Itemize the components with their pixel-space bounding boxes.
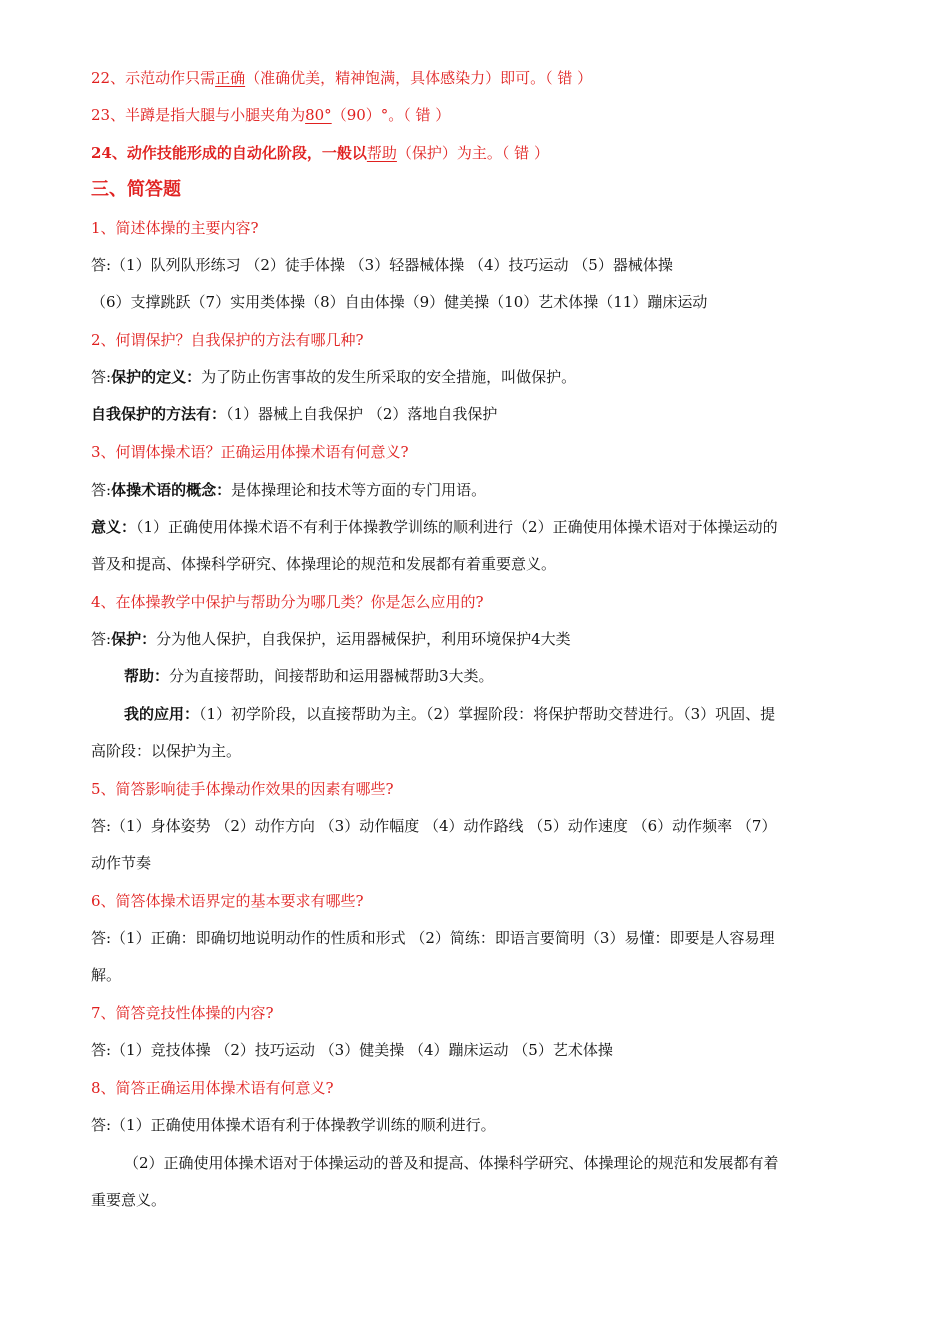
- answer-6-line-2: 解。: [91, 966, 122, 984]
- answer-3-term: 体操术语的概念：: [111, 481, 232, 499]
- answer-4-help-label: 帮助：: [124, 667, 170, 685]
- question-1: 1、简述体操的主要内容?: [91, 219, 259, 237]
- answer-5-line-1: 答:（1）身体姿势 （2）动作方向 （3）动作幅度 （4）动作路线 （5）动作速度 （6）动作频率 （7）: [91, 817, 777, 835]
- answer-3-prefix: 答:: [91, 481, 112, 499]
- question-8: 8、简答正确运用体操术语有何意义?: [91, 1079, 334, 1097]
- answer-4-line-2: [124, 666, 889, 686]
- answer-3-definition: 是体操理论和技术等方面的专门用语。: [231, 481, 487, 499]
- answer-1-line-1: 答:（1）队列队形练习 （2）徒手体操 （3）轻器械体操 （4）技巧运动 （5）器械体操: [91, 256, 673, 274]
- answer-4-protection: 分为他人保护，自我保护，运用器械保护，利用环境保护4大类: [156, 630, 571, 648]
- answer-4-protection-label: 保护：: [111, 630, 157, 648]
- tf-22-underlined: 正确: [215, 69, 246, 87]
- answer-2-definition: 为了防止伤害事故的发生所采取的安全措施，叫做保护。: [201, 368, 577, 386]
- tf-22-suffix: （准确优美，精神饱满，具体感染力）即可。（ 错 ）: [245, 69, 593, 87]
- answer-1-line-2: （6）支撑跳跃（7）实用类体操（8）自由体操（9）健美操（10）艺术体操（11）蹦床运动: [91, 293, 708, 311]
- answer-4-help: 分为直接帮助，间接帮助和运用器械帮助3大类。: [169, 667, 494, 685]
- tf-24-underlined: 帮助: [366, 144, 397, 162]
- answer-3-meaning-label: 意义：: [91, 518, 137, 536]
- answer-4-line-1: [91, 629, 856, 649]
- answer-2-methods: （1）器械上自我保护 （2）落地自我保护: [226, 405, 498, 423]
- answer-4-prefix: 答:: [91, 630, 112, 648]
- answer-3-line-3: 普及和提高、体操科学研究、体操理论的规范和发展都有着重要意义。: [91, 555, 557, 573]
- question-5: 5、简答影响徒手体操动作效果的因素有哪些?: [91, 780, 394, 798]
- section-title: 三、简答题: [91, 179, 181, 200]
- tf-24-suffix: （保护）为主。（ 错 ）: [396, 144, 549, 162]
- answer-4-line-4: 高阶段：以保护为主。: [91, 742, 242, 760]
- question-7: 7、简答竞技性体操的内容?: [91, 1004, 274, 1022]
- tf-23-underlined: 80°: [305, 106, 332, 124]
- tf-24-prefix: 24、动作技能形成的自动化阶段，一般以: [91, 144, 367, 162]
- tf-23-suffix: （90）°。（ 错 ）: [331, 106, 451, 124]
- tf-item-22: [91, 68, 856, 88]
- answer-2-methods-label: 自我保护的方法有：: [91, 405, 227, 423]
- answer-7-line-1: 答:（1）竞技体操 （2）技巧运动 （3）健美操 （4）蹦床运动 （5）艺术体操: [91, 1041, 613, 1059]
- answer-8-line-1: 答:（1）正确使用体操术语有利于体操教学训练的顺利进行。: [91, 1116, 496, 1134]
- answer-4-application: （1）初学阶段，以直接帮助为主。（2）掌握阶段：将保护帮助交替进行。（3）巩固、提: [199, 705, 776, 723]
- tf-item-24: [91, 143, 856, 163]
- answer-4-application-label: 我的应用：: [124, 705, 200, 723]
- question-6: 6、简答体操术语界定的基本要求有哪些?: [91, 892, 364, 910]
- answer-2-line-2: [91, 404, 856, 424]
- answer-5-line-2: 动作节奏: [91, 854, 152, 872]
- question-2: 2、何谓保护？自我保护的方法有哪几种?: [91, 331, 364, 349]
- question-4: 4、在体操教学中保护与帮助分为哪几类？你是怎么应用的?: [91, 593, 484, 611]
- question-3: 3、何谓体操术语？正确运用体操术语有何意义?: [91, 443, 409, 461]
- answer-2-line-1: [91, 367, 856, 387]
- answer-3-line-1: [91, 480, 856, 500]
- tf-22-prefix: 22、示范动作只需: [91, 69, 216, 87]
- answer-8-line-3: 重要意义。: [91, 1191, 167, 1209]
- tf-item-23: [91, 105, 856, 125]
- answer-8-line-2: （2）正确使用体操术语对于体操运动的普及和提高、体操科学研究、体操理论的规范和发展都有着: [124, 1154, 779, 1172]
- answer-2-prefix: 答:: [91, 368, 112, 386]
- answer-4-line-3: [124, 704, 856, 724]
- answer-2-term: 保护的定义：: [111, 368, 202, 386]
- answer-3-meaning: （1）正确使用体操术语不有利于体操教学训练的顺利进行（2）正确使用体操术语对于体操运动的: [136, 518, 778, 536]
- tf-23-prefix: 23、半蹲是指大腿与小腿夹角为: [91, 106, 306, 124]
- answer-6-line-1: 答:（1）正确：即确切地说明动作的性质和形式 （2）简练：即语言要简明（3）易懂：即要是人容易理: [91, 929, 775, 947]
- answer-3-line-2: [91, 517, 856, 537]
